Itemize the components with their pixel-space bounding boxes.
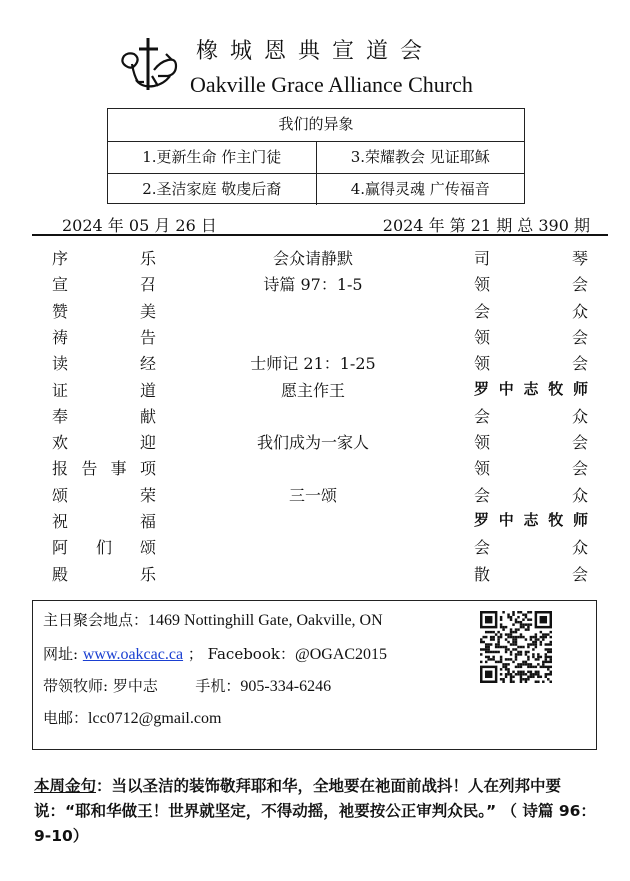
service-item: 读 经: [52, 354, 156, 374]
service-leader: 罗 中 志 牧 师: [474, 511, 588, 529]
pastor-label: 带领牧师:: [43, 677, 113, 695]
contact-info-box: [32, 600, 597, 750]
service-row: [0, 325, 630, 351]
email-line: [43, 707, 221, 728]
service-item: 序 乐: [52, 249, 156, 268]
service-item: 殿 乐: [52, 564, 156, 584]
service-item: 证 道: [52, 380, 156, 400]
service-item: 报 告 事 项: [52, 459, 156, 479]
service-row: [0, 272, 630, 298]
address-line: [43, 609, 383, 630]
service-date: 2024 年 05 月 26 日: [62, 216, 217, 235]
service-leader: 领 会: [474, 459, 588, 479]
service-row: [0, 378, 630, 404]
verse-text: ：当以圣洁的装饰敬拜耶和华，全地要在祂面前战抖！人在列邦中要说：“耶和华做王！世界就坚定，不得动摇，祂要按公正审判众民。” （ 诗篇 96：9-10）: [34, 777, 596, 845]
vision-row: [108, 142, 524, 173]
vision-item: 2.圣洁家庭 敬虔后裔: [142, 180, 282, 198]
service-content: 士师记 21：1-25: [250, 354, 376, 374]
service-content: 我们成为一家人: [256, 433, 369, 453]
facebook-handle: @OGAC2015: [294, 646, 388, 663]
service-item: 欢 迎: [52, 433, 156, 453]
service-row: [0, 351, 630, 377]
phone-label: 手机：: [195, 677, 241, 695]
church-name-english: Oakville Grace Alliance Church: [190, 72, 473, 97]
service-leader: 会 众: [474, 406, 588, 426]
qr-code-icon: [480, 611, 552, 683]
service-row: [0, 404, 630, 430]
service-content: 诗篇 97：1-5: [263, 275, 363, 295]
divider: [32, 234, 608, 236]
website-label: 网址:: [43, 645, 83, 663]
pastor-name: 罗中志: [112, 677, 158, 695]
vision-row: [108, 173, 524, 205]
address-value: 1469 Nottinghill Gate, Oakville, ON: [148, 612, 383, 629]
service-leader: 领 会: [474, 354, 588, 374]
weekly-verse: [34, 774, 600, 849]
service-content: 愿主作王: [280, 380, 345, 400]
service-row: [0, 535, 630, 561]
service-leader: 会 众: [474, 538, 588, 558]
address-label: 主日聚会地点：: [43, 611, 149, 629]
service-item: 阿 们 颂: [52, 538, 156, 558]
verse-label: 本周金句: [34, 777, 97, 795]
service-leader: 会 众: [474, 485, 588, 505]
email-address: lcc0712@gmail.com: [88, 710, 222, 727]
service-row: [0, 430, 630, 456]
service-row: [0, 246, 630, 272]
service-item: 颂 荣: [52, 485, 156, 505]
service-item: 祷 告: [52, 327, 156, 347]
service-row: [0, 509, 630, 535]
service-item: 祝 福: [52, 512, 156, 531]
email-label: 电邮：: [43, 709, 89, 727]
service-content: 三一颂: [288, 485, 337, 505]
website-link[interactable]: www.oakcac.ca: [82, 646, 184, 663]
service-leader: 领 会: [474, 275, 588, 295]
service-row: [0, 562, 630, 588]
facebook-label: ； Facebook：: [183, 645, 295, 663]
service-item: 宣 召: [52, 275, 156, 295]
church-logo-icon: [118, 36, 180, 94]
service-leader: 会 众: [474, 301, 588, 321]
service-row: [0, 483, 630, 509]
vision-item: 4.赢得灵魂 广传福音: [316, 174, 525, 205]
vision-item: 1.更新生命 作主门徒: [142, 148, 282, 166]
service-leader: 散 会: [474, 564, 588, 584]
phone-number: 905-334-6246: [240, 678, 332, 695]
vision-title: 我们的异象: [108, 109, 524, 142]
service-leader: 领 会: [474, 433, 588, 453]
vision-table: [107, 108, 525, 204]
vision-item: 3.荣耀教会 见证耶稣: [316, 142, 525, 173]
service-row: [0, 456, 630, 482]
pastor-line: [43, 675, 331, 696]
web-line: [43, 643, 387, 664]
service-content: 会众请静默: [272, 249, 353, 268]
service-leader: 领 会: [474, 327, 588, 347]
issue-number: 2024 年 第 21 期 总 390 期: [382, 216, 590, 235]
service-leader: 司 琴: [474, 249, 588, 268]
service-leader: 罗 中 志 牧 师: [474, 379, 588, 398]
service-item: 赞 美: [52, 301, 156, 321]
church-name-chinese: 橡城恩典宣道会: [196, 39, 435, 64]
service-row: [0, 299, 630, 325]
service-item: 奉 献: [52, 406, 156, 426]
